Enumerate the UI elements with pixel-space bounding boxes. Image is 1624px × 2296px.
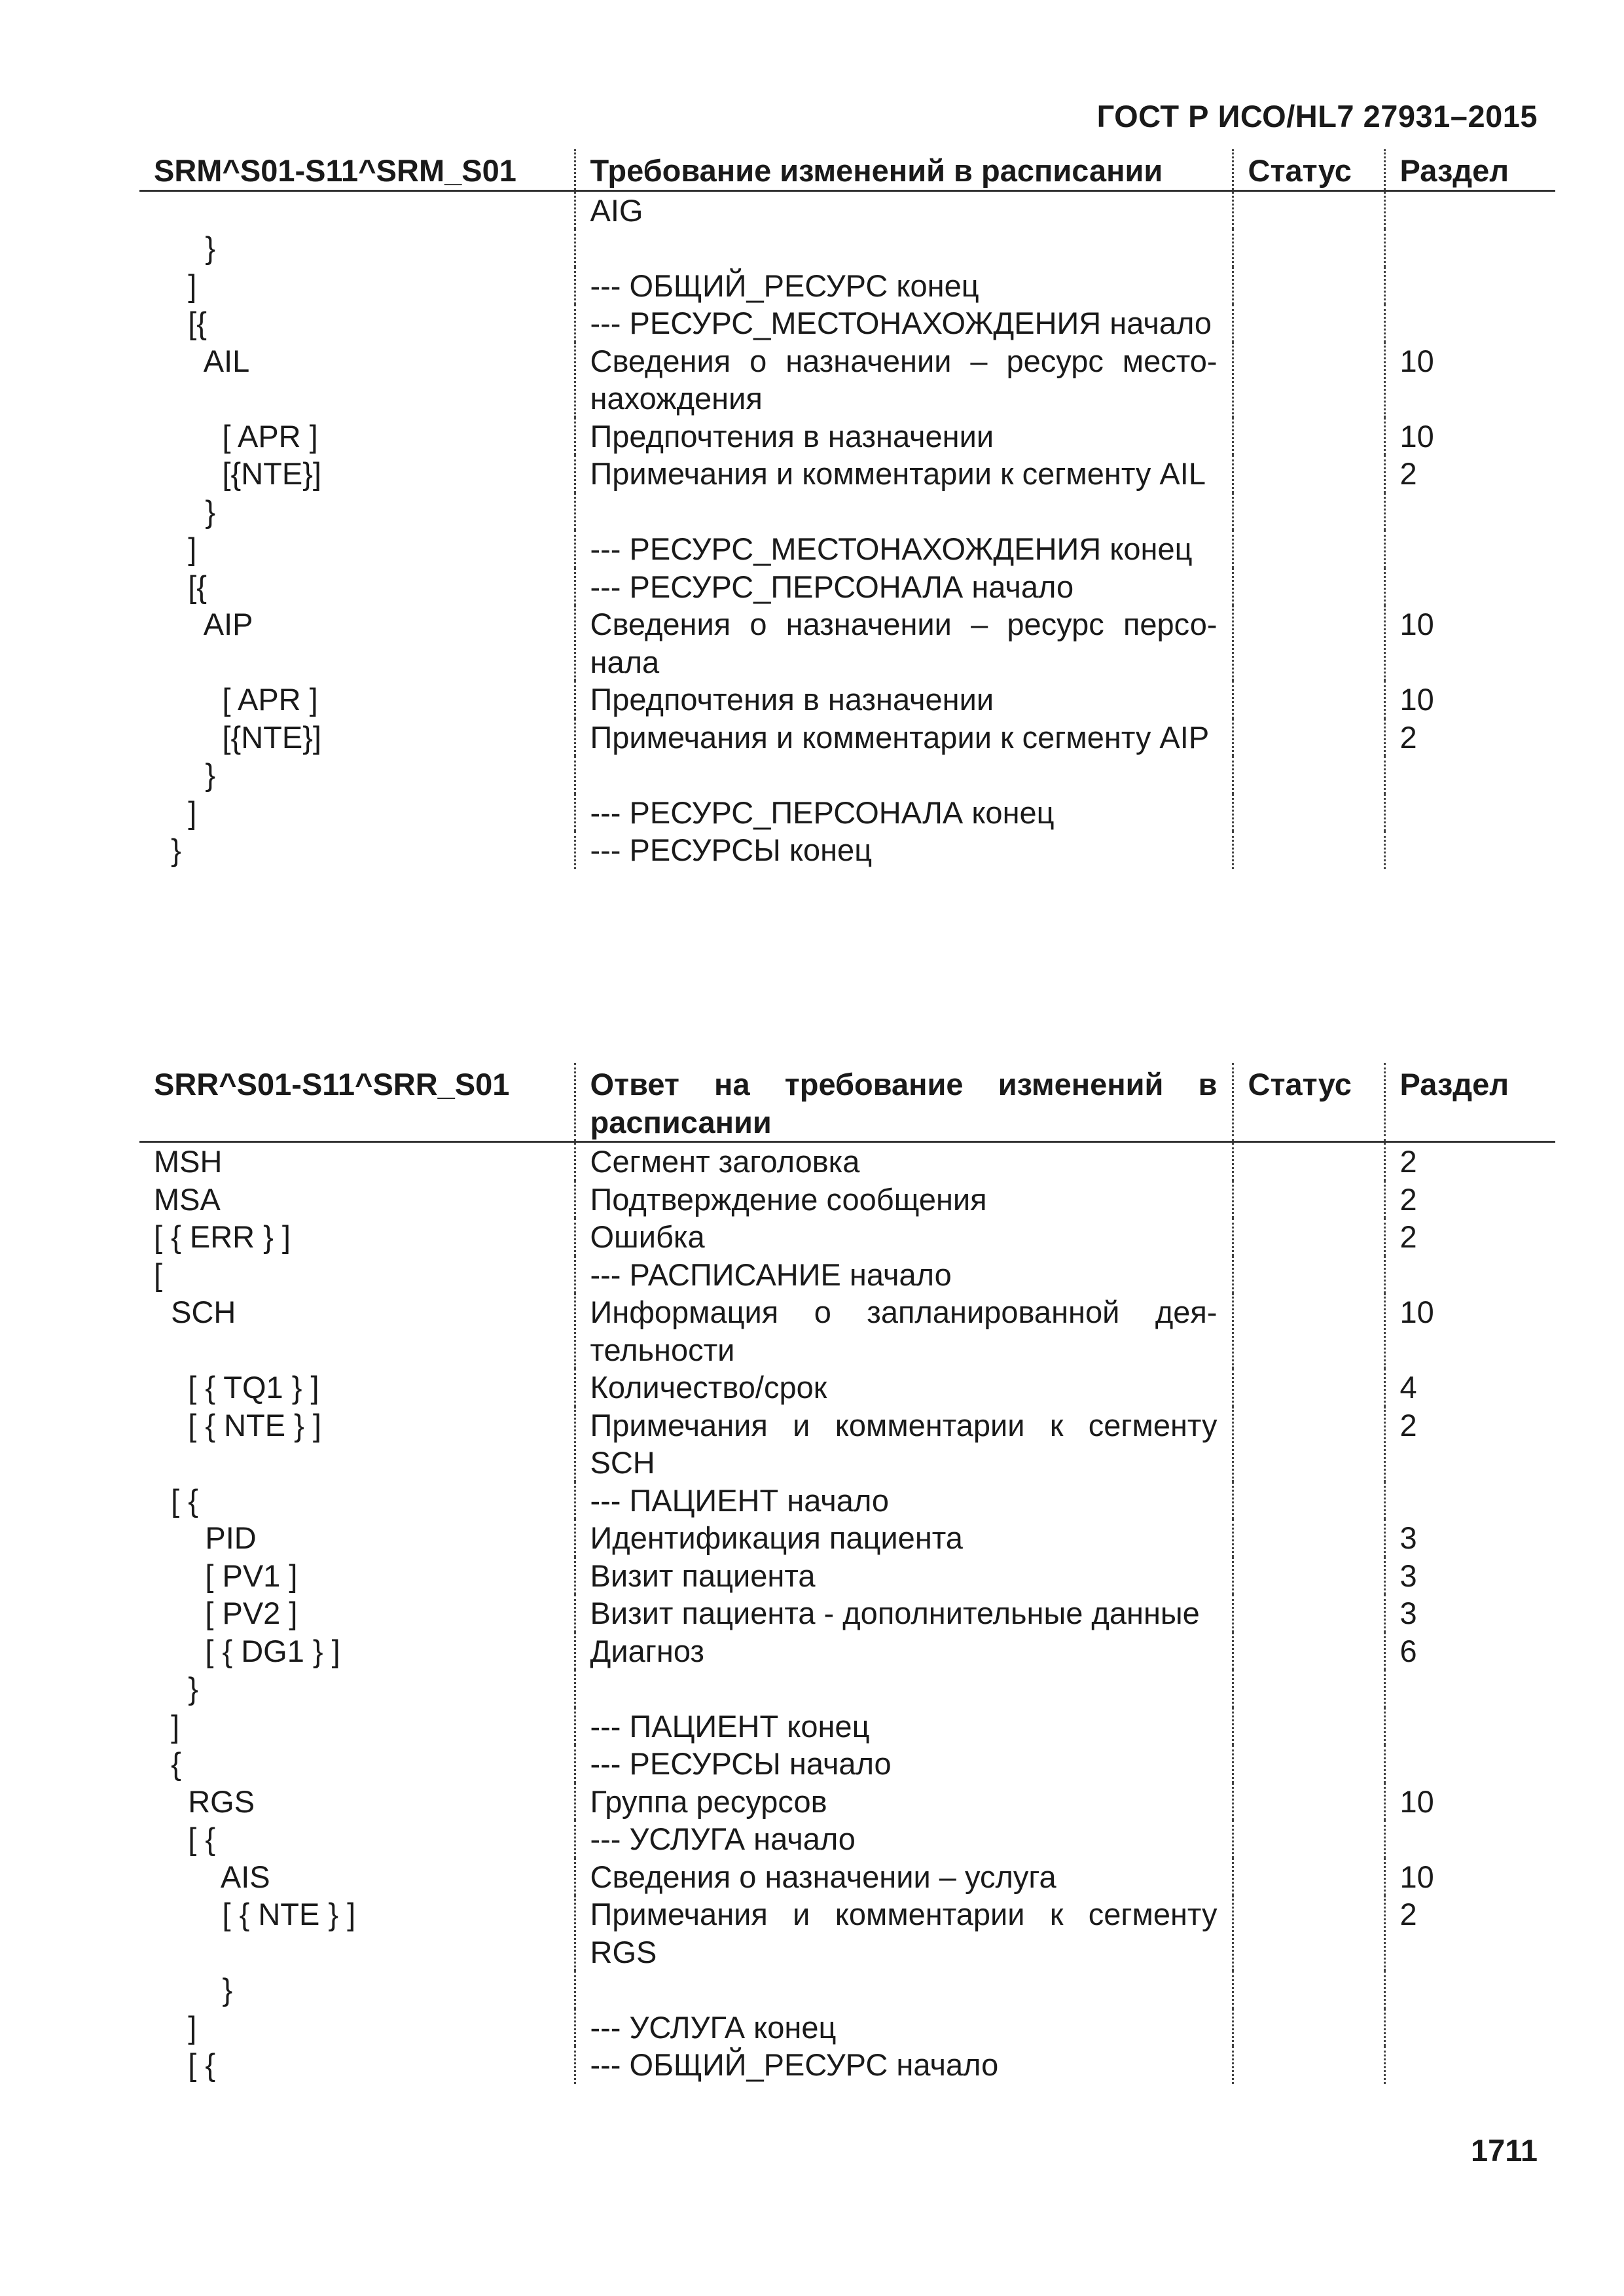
status-cell <box>1233 831 1384 869</box>
section-cell: 6 <box>1384 1632 1555 1670</box>
section-cell <box>1384 1745 1555 1783</box>
description-cell: Сведения о назначении – ресурс персонала <box>575 605 1233 681</box>
table-row <box>139 1482 1555 1520</box>
table-row <box>139 1632 1555 1670</box>
segment-cell: AIP <box>154 607 253 641</box>
document-standard-header: ГОСТ Р ИСО/HL7 27931–2015 <box>1096 99 1538 134</box>
column-header-description: Ответ на требование изменений в расписании <box>575 1063 1233 1142</box>
segment-cell: [ { TQ1 } ] <box>154 1370 319 1405</box>
table-row <box>139 304 1555 342</box>
table-row <box>139 267 1555 305</box>
description-cell: Примечания и комментарии к сегменту SCH <box>575 1407 1233 1482</box>
section-cell: 10 <box>1384 418 1555 456</box>
status-cell <box>1233 304 1384 342</box>
segment-cell: RGS <box>154 1784 255 1819</box>
segment-cell: } <box>154 1972 233 2007</box>
section-cell: 3 <box>1384 1519 1555 1557</box>
table-row <box>139 455 1555 493</box>
table-row <box>139 2046 1555 2084</box>
description-cell <box>575 229 1233 267</box>
segment-cell: [ { DG1 } ] <box>154 1633 340 1668</box>
segment-cell: [ { <box>154 1482 198 1518</box>
segment-cell: } <box>154 833 181 867</box>
table-row <box>139 1594 1555 1632</box>
column-header-section: Раздел <box>1384 149 1555 190</box>
segment-cell: AIL <box>154 343 250 378</box>
description-cell: --- РЕСУРС_ПЕРСОНАЛА начало <box>575 568 1233 606</box>
segment-cell: MSA <box>154 1181 221 1217</box>
table-row <box>139 1708 1555 1746</box>
section-cell <box>1384 794 1555 832</box>
description-cell: --- УСЛУГА конец <box>575 2009 1233 2047</box>
segment-cell: [ APR ] <box>154 418 318 454</box>
status-cell <box>1233 530 1384 568</box>
segment-cell: ] <box>154 268 197 303</box>
description-cell: Идентификация пациента <box>575 1519 1233 1557</box>
table-row <box>139 719 1555 757</box>
segment-cell: PID <box>154 1520 257 1555</box>
status-cell <box>1233 1670 1384 1708</box>
table-row <box>139 568 1555 606</box>
section-cell <box>1384 1820 1555 1858</box>
segment-cell: ] <box>154 1708 180 1744</box>
segment-cell: MSH <box>154 1144 223 1179</box>
section-cell: 4 <box>1384 1369 1555 1407</box>
table-row <box>139 1783 1555 1821</box>
table-header-row <box>139 149 1555 190</box>
status-cell <box>1233 2046 1384 2084</box>
description-cell: Количество/срок <box>575 1369 1233 1407</box>
description-cell: --- ПАЦИЕНТ начало <box>575 1482 1233 1520</box>
table-row <box>139 1895 1555 1971</box>
section-cell <box>1384 190 1555 229</box>
status-cell <box>1233 1519 1384 1557</box>
table-row <box>139 1369 1555 1407</box>
segment-cell: } <box>154 230 216 265</box>
table-row <box>139 229 1555 267</box>
section-cell: 2 <box>1384 1407 1555 1482</box>
status-cell <box>1233 190 1384 229</box>
status-cell <box>1233 418 1384 456</box>
segment-cell: ] <box>154 2009 197 2045</box>
description-cell: Информация о запланированной деятельности <box>575 1293 1233 1369</box>
column-header-description: Требование изменений в расписании <box>575 149 1233 190</box>
section-cell: 3 <box>1384 1594 1555 1632</box>
status-cell <box>1233 493 1384 531</box>
status-cell <box>1233 1407 1384 1482</box>
description-cell: --- РЕСУРС_ПЕРСОНАЛА конец <box>575 794 1233 832</box>
status-cell <box>1233 681 1384 719</box>
description-cell: Примечания и комментарии к сегменту AIP <box>575 719 1233 757</box>
section-cell <box>1384 568 1555 606</box>
section-cell: 10 <box>1384 1293 1555 1369</box>
description-cell: --- ОБЩИЙ_РЕСУРС конец <box>575 267 1233 305</box>
table-row <box>139 1670 1555 1708</box>
status-cell <box>1233 1256 1384 1294</box>
status-cell <box>1233 719 1384 757</box>
description-cell: Примечания и комментарии к сегменту RGS <box>575 1895 1233 1971</box>
table-row <box>139 530 1555 568</box>
column-header-message-structure: SRR^S01-S11^SRR_S01 <box>139 1063 575 1142</box>
segment-cell: ] <box>154 531 197 566</box>
segment-cell: } <box>154 493 216 529</box>
status-cell <box>1233 1181 1384 1219</box>
section-cell <box>1384 1708 1555 1746</box>
description-cell: --- РЕСУРС_МЕСТОНАХОЖДЕНИЯ начало <box>575 304 1233 342</box>
status-cell <box>1233 1293 1384 1369</box>
status-cell <box>1233 1218 1384 1256</box>
section-cell <box>1384 530 1555 568</box>
description-cell: Примечания и комментарии к сегменту AIL <box>575 455 1233 493</box>
description-cell: Визит пациента <box>575 1557 1233 1595</box>
description-cell: Визит пациента - дополнительные данные <box>575 1594 1233 1632</box>
description-cell: Предпочтения в назначении <box>575 418 1233 456</box>
status-cell <box>1233 1820 1384 1858</box>
table-row <box>139 342 1555 418</box>
table-row <box>139 1256 1555 1294</box>
status-cell <box>1233 605 1384 681</box>
segment-cell: } <box>154 757 216 792</box>
segment-cell: [ { NTE } ] <box>154 1897 356 1931</box>
section-cell: 2 <box>1384 1895 1555 1971</box>
description-cell <box>575 493 1233 531</box>
status-cell <box>1233 1895 1384 1971</box>
table-row <box>139 1293 1555 1369</box>
segment-cell: [{ <box>154 569 207 604</box>
status-cell <box>1233 1783 1384 1821</box>
status-cell <box>1233 1557 1384 1595</box>
section-cell: 2 <box>1384 455 1555 493</box>
segment-cell: } <box>154 1671 198 1706</box>
section-cell <box>1384 493 1555 531</box>
status-cell <box>1233 794 1384 832</box>
section-cell <box>1384 267 1555 305</box>
status-cell <box>1233 1142 1384 1181</box>
table-row <box>139 794 1555 832</box>
section-cell: 10 <box>1384 1783 1555 1821</box>
section-cell <box>1384 304 1555 342</box>
segment-cell: [{NTE}] <box>154 456 321 491</box>
section-cell: 10 <box>1384 605 1555 681</box>
status-cell <box>1233 568 1384 606</box>
status-cell <box>1233 229 1384 267</box>
column-header-section: Раздел <box>1384 1063 1555 1142</box>
status-cell <box>1233 267 1384 305</box>
status-cell <box>1233 1745 1384 1783</box>
status-cell <box>1233 756 1384 794</box>
column-header-status: Статус <box>1233 1063 1384 1142</box>
status-cell <box>1233 1482 1384 1520</box>
segment-cell: ] <box>154 795 197 830</box>
table-row <box>139 1971 1555 2009</box>
table-row <box>139 1820 1555 1858</box>
segment-cell: [ APR ] <box>154 682 318 717</box>
table-row <box>139 190 1555 229</box>
description-cell: --- РАСПИСАНИЕ начало <box>575 1256 1233 1294</box>
section-cell <box>1384 1971 1555 2009</box>
description-cell: Предпочтения в назначении <box>575 681 1233 719</box>
table-row <box>139 1858 1555 1896</box>
table-row <box>139 1745 1555 1783</box>
section-cell <box>1384 831 1555 869</box>
table-row <box>139 681 1555 719</box>
section-cell: 2 <box>1384 1181 1555 1219</box>
description-cell: AIG <box>575 190 1233 229</box>
status-cell <box>1233 455 1384 493</box>
status-cell <box>1233 1632 1384 1670</box>
table-row <box>139 1142 1555 1181</box>
column-header-status: Статус <box>1233 149 1384 190</box>
table-body <box>139 1142 1555 2084</box>
table-row <box>139 1519 1555 1557</box>
segment-cell: [ <box>154 1257 163 1292</box>
description-cell: --- ПАЦИЕНТ конец <box>575 1708 1233 1746</box>
segment-cell: [ { ERR } ] <box>154 1219 291 1254</box>
status-cell <box>1233 1971 1384 2009</box>
section-cell: 2 <box>1384 1218 1555 1256</box>
segment-cell: [ PV2 ] <box>154 1596 298 1630</box>
table-row <box>139 418 1555 456</box>
section-cell <box>1384 1482 1555 1520</box>
segment-cell: SCH <box>154 1295 236 1329</box>
message-structure-table-srm <box>139 149 1555 869</box>
section-cell <box>1384 229 1555 267</box>
section-cell <box>1384 756 1555 794</box>
table-row <box>139 756 1555 794</box>
segment-cell: [{NTE}] <box>154 719 321 755</box>
segment-cell: [{ <box>154 306 207 340</box>
segment-cell: AIS <box>154 1859 270 1894</box>
table-row <box>139 2009 1555 2047</box>
description-cell: Сведения о назначении – ресурс местонахождения <box>575 342 1233 418</box>
status-cell <box>1233 1858 1384 1896</box>
section-cell: 2 <box>1384 1142 1555 1181</box>
section-cell: 10 <box>1384 342 1555 418</box>
segment-cell <box>139 190 575 229</box>
section-cell <box>1384 2009 1555 2047</box>
table-row <box>139 1407 1555 1482</box>
table-row <box>139 493 1555 531</box>
description-cell: Подтверждение сообщения <box>575 1181 1233 1219</box>
description-cell: Диагноз <box>575 1632 1233 1670</box>
section-cell <box>1384 1670 1555 1708</box>
description-cell: Сведения о назначении – услуга <box>575 1858 1233 1896</box>
segment-cell: [ { <box>154 2047 216 2082</box>
description-cell: --- УСЛУГА начало <box>575 1820 1233 1858</box>
section-cell: 2 <box>1384 719 1555 757</box>
page-number: 1711 <box>1471 2133 1538 2168</box>
table-row <box>139 1181 1555 1219</box>
status-cell <box>1233 1369 1384 1407</box>
description-cell: Группа ресурсов <box>575 1783 1233 1821</box>
table-row <box>139 605 1555 681</box>
description-cell: Ошибка <box>575 1218 1233 1256</box>
segment-cell: [ { NTE } ] <box>154 1407 321 1443</box>
description-cell <box>575 1971 1233 2009</box>
description-cell: --- РЕСУРСЫ начало <box>575 1745 1233 1783</box>
table-row <box>139 1557 1555 1595</box>
table-body <box>139 190 1555 869</box>
description-cell: Сегмент заголовка <box>575 1142 1233 1181</box>
description-cell: --- РЕСУРСЫ конец <box>575 831 1233 869</box>
status-cell <box>1233 2009 1384 2047</box>
section-cell <box>1384 2046 1555 2084</box>
table-row <box>139 1218 1555 1256</box>
segment-cell: [ { <box>154 1821 216 1856</box>
column-header-message-structure: SRM^S01-S11^SRM_S01 <box>139 149 575 190</box>
table-header-row <box>139 1063 1555 1142</box>
status-cell <box>1233 342 1384 418</box>
section-cell: 10 <box>1384 681 1555 719</box>
description-cell <box>575 1670 1233 1708</box>
description-cell: --- РЕСУРС_МЕСТОНАХОЖДЕНИЯ конец <box>575 530 1233 568</box>
section-cell: 3 <box>1384 1557 1555 1595</box>
message-structure-table-srr <box>139 1063 1555 2084</box>
table-row <box>139 831 1555 869</box>
section-cell <box>1384 1256 1555 1294</box>
status-cell <box>1233 1708 1384 1746</box>
description-cell: --- ОБЩИЙ_РЕСУРС начало <box>575 2046 1233 2084</box>
segment-cell: [ PV1 ] <box>154 1558 298 1593</box>
segment-cell: { <box>154 1746 181 1781</box>
description-cell <box>575 756 1233 794</box>
section-cell: 10 <box>1384 1858 1555 1896</box>
status-cell <box>1233 1594 1384 1632</box>
